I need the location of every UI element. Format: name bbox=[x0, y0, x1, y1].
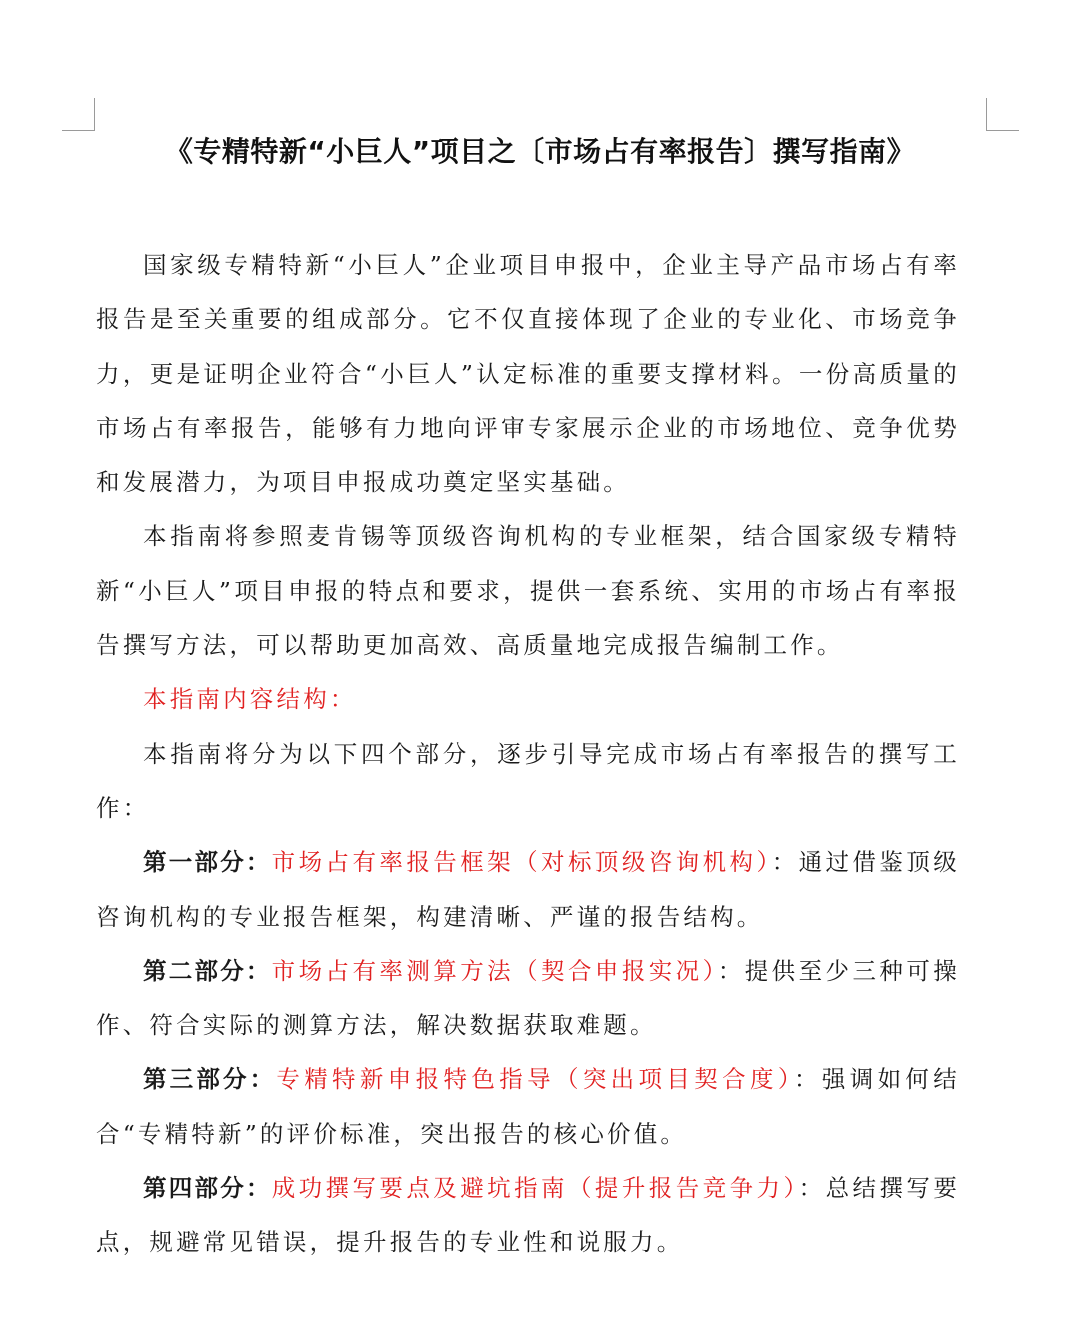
intro-paragraph-2: 本指南将参照麦肯锡等顶级咨询机构的专业框架，结合国家级专精特新“小巨人”项目申报的特点和要求，提供一套系统、实用的市场占有率报告撰写方法，可以帮助更加高效、高质量地完成报告编制工作。 bbox=[96, 522, 960, 660]
part-item bbox=[96, 835, 960, 944]
part-label: 第四部分： bbox=[143, 1174, 272, 1203]
part-title: 市场占有率报告框架（对标顶级咨询机构） bbox=[271, 848, 772, 877]
structure-intro: 本指南将分为以下四个部分，逐步引导完成市场占有率报告的撰写工作： bbox=[96, 739, 960, 822]
part-description: ：提供至少三种可操作、符合实际的测算方法，解决数据获取难题。 bbox=[96, 956, 960, 1040]
part-item bbox=[96, 1052, 960, 1161]
part-description: ：通过借鉴顶级咨询机构的专业报告框架，构建清晰、严谨的报告结构。 bbox=[96, 848, 960, 931]
part-label: 第三部分： bbox=[143, 1065, 277, 1094]
part-label: 第二部分： bbox=[143, 956, 272, 985]
part-title: 成功撰写要点及避坑指南（提升报告竞争力） bbox=[271, 1174, 799, 1203]
part-item bbox=[96, 1161, 960, 1270]
part-title: 市场占有率测算方法（契合申报实况） bbox=[271, 956, 718, 985]
part-item bbox=[96, 944, 960, 1053]
document-body bbox=[96, 238, 960, 1270]
part-title: 专精特新申报特色指导（突出项目契合度） bbox=[276, 1065, 794, 1094]
structure-heading: 本指南内容结构： bbox=[143, 685, 357, 714]
part-description: ：强调如何结合“专精特新”的评价标准，突出报告的核心价值。 bbox=[96, 1065, 961, 1148]
intro-paragraph-1: 国家级专精特新“小巨人”企业项目申报中，企业主导产品市场占有率报告是至关重要的组成部分。它不仅直接体现了企业的专业化、市场竞争力，更是证明企业符合“小巨人”认定标准的重要支撑材料。一份高质量的市场占有率报告，能够有力地向评审专家展示企业的市场地位、竞争优势和发展潜力，为项目申报成功奠定坚实基础。 bbox=[96, 251, 960, 497]
page-corner-mark-right bbox=[986, 98, 1019, 131]
page-corner-mark-left bbox=[62, 98, 95, 131]
part-label: 第一部分： bbox=[143, 848, 272, 877]
document-title: 《专精特新“小巨人”项目之〔市场占有率报告〕撰写指南》 bbox=[164, 135, 916, 168]
part-description: ：总结撰写要点，规避常见错误，提升报告的专业性和说服力。 bbox=[96, 1174, 961, 1257]
